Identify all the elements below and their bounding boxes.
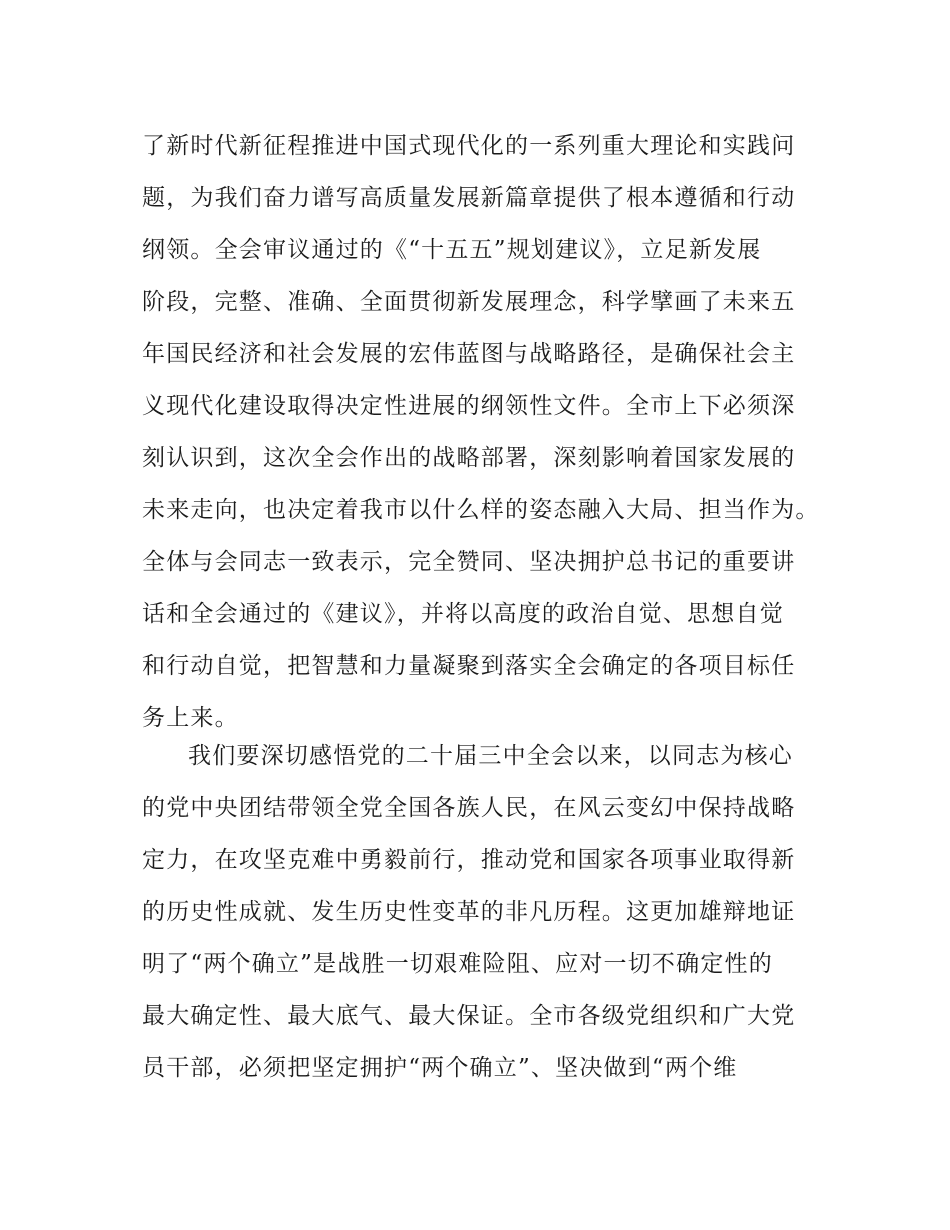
- paragraph-line: 纲领。全会审议通过的《“十五五”规划建议》，立足新发展: [142, 237, 762, 263]
- paragraph-line: 阶段，完整、准确、全面贯彻新发展理念，科学擘画了未来五: [142, 289, 796, 315]
- paragraph-line: 最大确定性、最大底气、最大保证。全市各级党组织和广大党: [142, 1003, 796, 1029]
- paragraph-line: 话和全会通过的《建议》，并将以高度的政治自觉、思想自觉: [142, 601, 784, 627]
- paragraph-1: [142, 120, 822, 744]
- paragraph-line: 的党中央团结带领全党全国各族人民，在风云变幻中保持战略: [142, 795, 796, 821]
- paragraph-line: 和行动自觉，把智慧和力量凝聚到落实全会确定的各项目标任: [142, 653, 796, 679]
- paragraph-line: 刻认识到，这次全会作出的战略部署，深刻影响着国家发展的: [142, 445, 796, 471]
- paragraph-line: 了新时代新征程推进中国式现代化的一系列重大理论和实践问: [142, 133, 796, 159]
- paragraph-2: [142, 730, 822, 1094]
- paragraph-line: 题，为我们奋力谱写高质量发展新篇章提供了根本遵循和行动: [142, 185, 796, 211]
- paragraph-line: 义现代化建设取得决定性进展的纲领性文件。全市上下必须深: [142, 393, 796, 419]
- paragraph-line: 我们要深切感悟党的二十届三中全会以来，以同志为核心: [188, 743, 793, 769]
- paragraph-line: 未来走向，也决定着我市以什么样的姿态融入大局、担当作为。: [142, 497, 820, 523]
- paragraph-line: 的历史性成就、发生历史性变革的非凡历程。这更加雄辩地证: [142, 899, 796, 925]
- paragraph-line: 员干部，必须把坚定拥护“两个确立”、坚决做到“两个维: [142, 1055, 738, 1081]
- paragraph-line: 明了“两个确立”是战胜一切艰难险阻、应对一切不确定性的: [142, 951, 773, 977]
- paragraph-line: 务上来。: [142, 705, 239, 731]
- paragraph-line: 年国民经济和社会发展的宏伟蓝图与战略路径，是确保社会主: [142, 341, 796, 367]
- paragraph-line: 全体与会同志一致表示，完全赞同、坚决拥护总书记的重要讲: [142, 549, 796, 575]
- paragraph-line: 定力，在攻坚克难中勇毅前行，推动党和国家各项事业取得新: [142, 847, 796, 873]
